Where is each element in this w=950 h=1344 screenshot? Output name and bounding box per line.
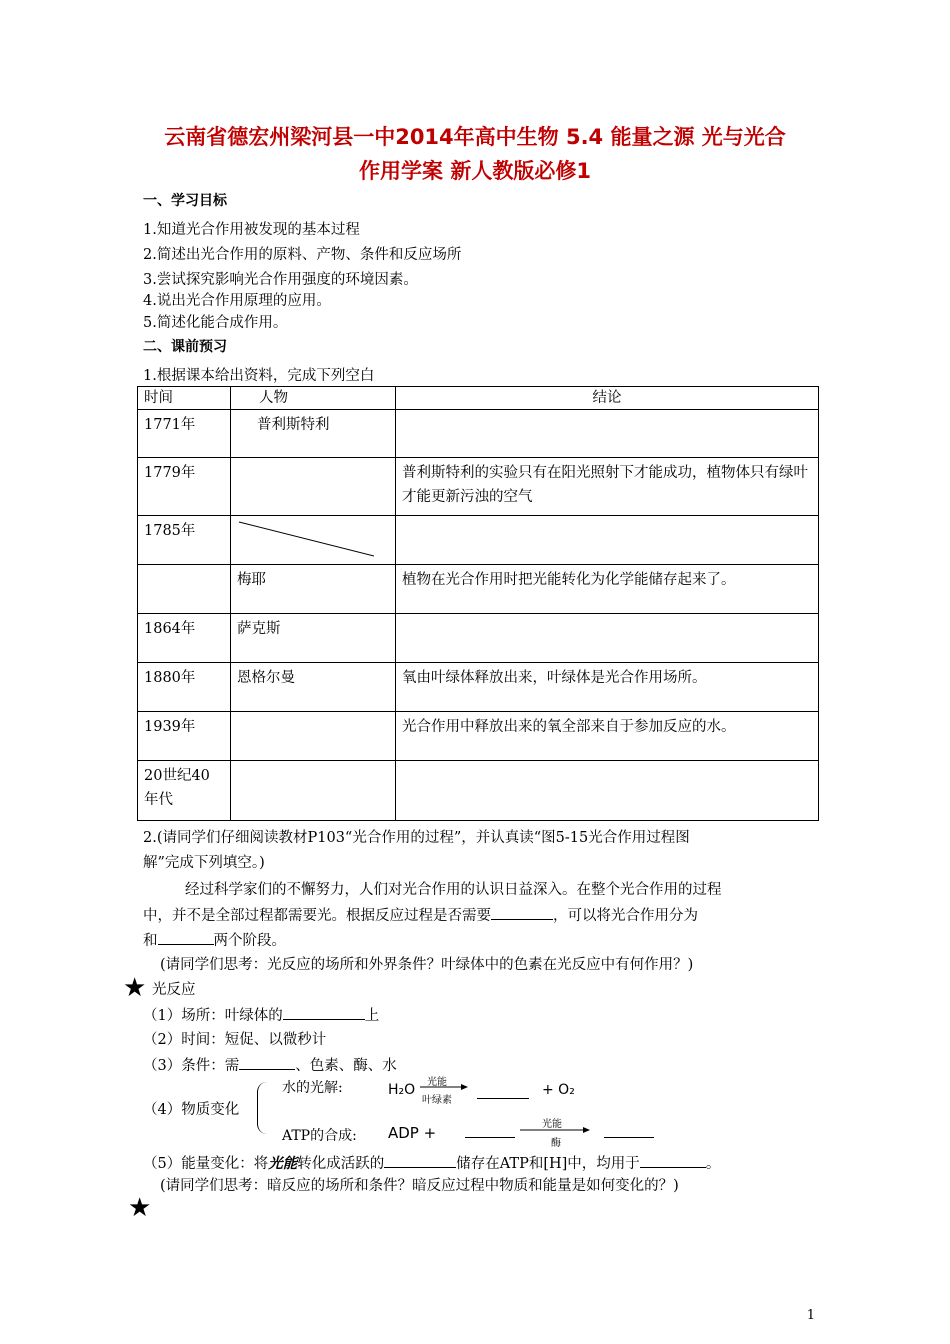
cell-person[interactable] <box>231 761 396 821</box>
header-time: 时间 <box>138 387 231 410</box>
section-heading-goals: 一、学习目标 <box>143 193 227 209</box>
table-intro: 1.根据课本给出资料，完成下列空白 <box>143 368 375 384</box>
star-icon: ★ <box>128 1193 152 1223</box>
table-row <box>138 516 819 565</box>
emphasis-light-energy: 光能 <box>268 1155 298 1172</box>
goal-item: 2.简述出光合作用的原料、产物、条件和反应场所 <box>143 247 462 263</box>
water-photolysis-label: 水的光解: <box>282 1080 343 1096</box>
cell-person: 恩格尔曼 <box>231 663 396 712</box>
cell-person[interactable] <box>231 712 396 761</box>
table-row <box>138 458 819 516</box>
goal-item: 3.尝试探究影响光合作用强度的环境因素。 <box>143 272 418 288</box>
formula-h2o: H₂O <box>388 1082 416 1098</box>
cell-person: 萨克斯 <box>231 614 396 663</box>
table-row <box>138 761 819 821</box>
cell-time: 1779年 <box>138 458 231 516</box>
arrow1-top-label: 光能 <box>427 1077 447 1088</box>
formula-adp-plus: ADP + <box>388 1124 437 1142</box>
goal-item: 5.简述化能合成作用。 <box>143 315 288 331</box>
blank-condition[interactable] <box>239 1053 295 1070</box>
table-row <box>138 410 819 458</box>
cell-person[interactable] <box>231 458 396 516</box>
history-table <box>137 386 819 821</box>
cell-person: 普利斯特利 <box>231 410 396 458</box>
header-person: 人物 <box>231 387 396 410</box>
document-title-line1: 云南省德宏州梁河县一中2014年高中生物 5.4 能量之源 光与光合 <box>164 125 786 149</box>
light-item-condition: （3）条件：需 、色素、酶、水 <box>143 1053 397 1075</box>
goal-item: 1.知道光合作用被发现的基本过程 <box>143 222 360 238</box>
arrow1-bottom-label: 叶绿素 <box>422 1095 452 1106</box>
arrow-right-icon <box>419 1083 469 1091</box>
table-header-row <box>138 387 819 410</box>
cell-time: 1771年 <box>138 410 231 458</box>
paragraph-line3: 和 两个阶段。 <box>143 928 286 950</box>
cell-conclusion[interactable] <box>396 516 819 565</box>
question2-line1: 2.(请同学们仔细阅读教材P103“光合作用的过程”，并认真读“图5-15光合作用过程图 <box>143 830 690 846</box>
question2-line2: 解”完成下列填空。) <box>143 855 265 871</box>
cell-conclusion: 光合作用中释放出来的氧全部来自于参加反应的水。 <box>396 712 819 761</box>
blank-atp-product[interactable] <box>604 1121 654 1138</box>
cell-time: 20世纪40年代 <box>138 761 231 821</box>
atp-synthesis-label: ATP的合成: <box>282 1128 357 1144</box>
page-number: 1 <box>806 1308 815 1323</box>
cell-person: 梅耶 <box>231 565 396 614</box>
light-item-energy-change: （5）能量变化：将光能转化成活跃的 储存在ATP和[H]中，均用于 。 <box>143 1151 720 1173</box>
arrow2-top-label: 光能 <box>542 1119 562 1130</box>
light-item-time: （2）时间：短促、以微秒计 <box>143 1032 327 1048</box>
table-row <box>138 565 819 614</box>
light-reaction-heading: 光反应 <box>152 982 196 998</box>
section-heading-preview: 二、课前预习 <box>143 339 227 355</box>
cell-conclusion: 植物在光合作用时把光能转化为化学能储存起来了。 <box>396 565 819 614</box>
cell-time: 1880年 <box>138 663 231 712</box>
header-conclusion: 结论 <box>396 387 819 410</box>
blank-energy-use[interactable] <box>640 1151 706 1168</box>
think-question-2: (请同学们思考：暗反应的场所和条件？暗反应过程中物质和能量是如何变化的？) <box>160 1178 679 1194</box>
blank-photolysis-product[interactable] <box>477 1082 529 1099</box>
brace-icon <box>257 1082 270 1134</box>
paragraph-line1: 经过科学家们的不懈努力，人们对光合作用的认识日益深入。在整个光合作用的过程 <box>185 882 722 898</box>
cell-conclusion[interactable] <box>396 614 819 663</box>
paragraph-line2: 中，并不是全部过程都需要光。根据反应过程是否需要 ，可以将光合作用分为 <box>143 903 698 925</box>
cell-conclusion: 普利斯特利的实验只有在阳光照射下才能成功，植物体只有绿叶才能更新污浊的空气 <box>396 458 819 516</box>
cell-conclusion: 氧由叶绿体释放出来，叶绿体是光合作用场所。 <box>396 663 819 712</box>
table-row <box>138 712 819 761</box>
blank-atp-reactant[interactable] <box>465 1121 515 1138</box>
light-item-location: （1）场所：叶绿体的 上 <box>143 1003 379 1025</box>
table-row <box>138 663 819 712</box>
cell-time: 1785年 <box>138 516 231 565</box>
cell-time: 1939年 <box>138 712 231 761</box>
document-title-line2: 作用学案 新人教版必修1 <box>359 159 591 183</box>
diagonal-line <box>231 516 374 565</box>
arrow2-bottom-label: 酶 <box>551 1138 561 1149</box>
blank-light-need[interactable] <box>491 903 553 920</box>
arrow-right-icon <box>519 1126 591 1134</box>
blank-location[interactable] <box>283 1003 365 1020</box>
blank-energy-form[interactable] <box>384 1151 456 1168</box>
formula-plus-o2: + O₂ <box>542 1082 575 1098</box>
cell-conclusion[interactable] <box>396 761 819 821</box>
cell-time: 1864年 <box>138 614 231 663</box>
light-item-material-change: （4）物质变化 <box>143 1102 240 1118</box>
cell-person-crossed <box>231 516 396 565</box>
goal-item: 4.说出光合作用原理的应用。 <box>143 293 331 309</box>
cell-time[interactable] <box>138 565 231 614</box>
think-question-1: (请同学们思考：光反应的场所和外界条件？叶绿体中的色素在光反应中有何作用？) <box>160 957 694 973</box>
blank-stage-name[interactable] <box>158 928 214 945</box>
table-row <box>138 614 819 663</box>
cell-conclusion[interactable] <box>396 410 819 458</box>
star-icon: ★ <box>123 973 147 1003</box>
